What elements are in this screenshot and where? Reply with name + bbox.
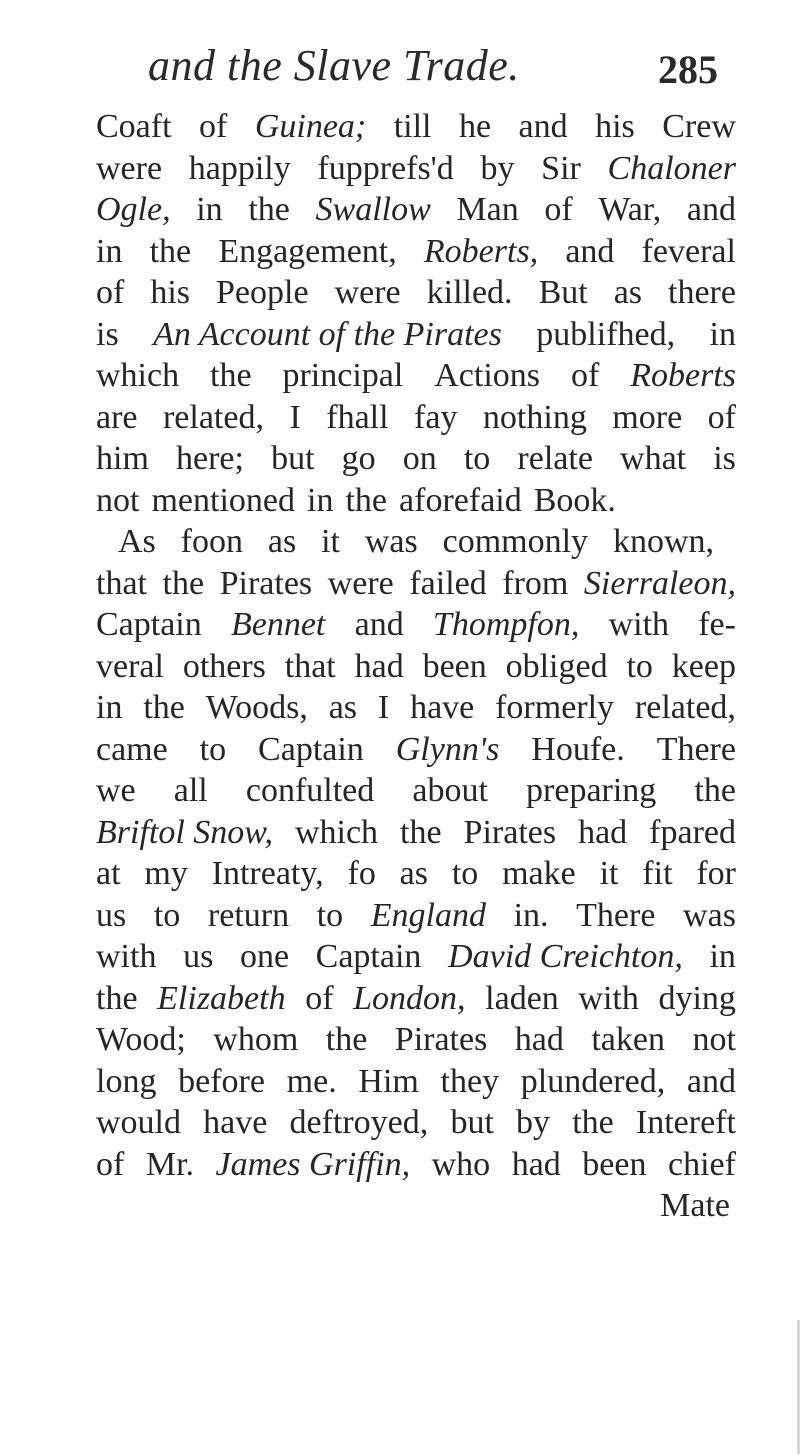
running-title: and the Slave Trade. (148, 41, 520, 90)
text-line: Briftol Snow, which the Pirates had fpared (96, 813, 736, 851)
text-line: Captain Bennet and Thompfon, with fe- (96, 606, 736, 643)
text-line: in the Woods, as I have formerly related, (96, 689, 736, 726)
text-line: which the principal Actions of Roberts (96, 357, 736, 394)
text-line: him here; but go on to relate what is (96, 440, 736, 477)
text-line: veral others that had been obliged to keep (96, 647, 736, 685)
text-line: Ogle, in the Swallow Man of War, and (96, 191, 736, 228)
text-line: came to Captain Glynn's Houfe. There (96, 730, 736, 768)
text-line: in the Engagement, Roberts, and feveral (96, 232, 736, 270)
text-line: were happily fupprefs'd by Sir Chaloner (96, 149, 736, 187)
text-line: us to return to England in. There was (96, 896, 736, 934)
text-line: at my Intreaty, fo as to make it fit for (96, 855, 736, 892)
text-line: As foon as it was commonly known, (118, 523, 714, 560)
catchword: Mate (660, 1187, 730, 1224)
text-line: Coaft of Guinea; till he and his Crew (96, 108, 736, 145)
text-line: with us one Captain David Creichton, in (96, 938, 736, 975)
text-line: of his People were killed. But as there (96, 274, 736, 311)
text-line: is An Account of the Pirates publifhed, in (96, 315, 736, 353)
running-head (148, 40, 718, 96)
text-line: that the Pirates were failed from Sierraleon, (96, 564, 736, 602)
text-line: we all confulted about preparing the (96, 772, 736, 809)
text-line: of Mr. James Griffin, who had been chief (96, 1145, 736, 1183)
body-text (96, 106, 736, 1227)
text-line: the Elizabeth of London, laden with dying (96, 979, 736, 1017)
text-line: Wood; whom the Pirates had taken not (96, 1021, 736, 1058)
text-line: are related, I fhall fay nothing more of (96, 398, 736, 436)
text-line: long before me. Him they plundered, and (96, 1062, 736, 1100)
text-line: would have deftroyed, but by the Intereft (96, 1104, 736, 1141)
text-line: not mentioned in the aforefaid Book. (96, 481, 616, 519)
page-number: 285 (658, 47, 718, 92)
